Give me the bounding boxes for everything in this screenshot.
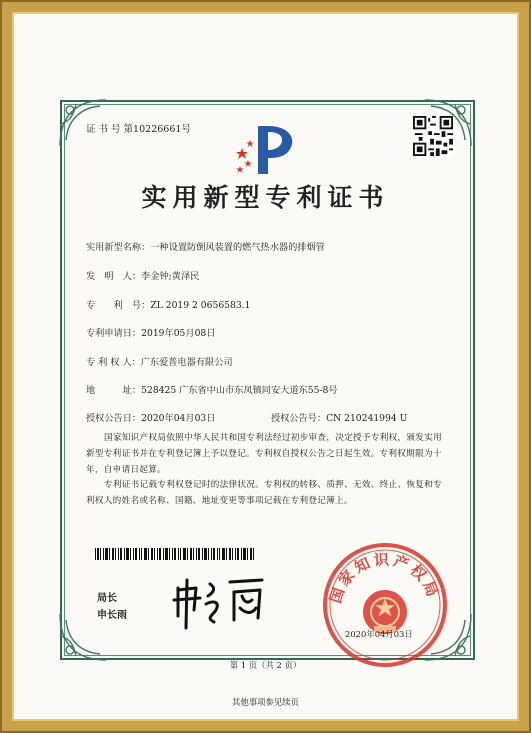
footer-note: 其他事项参见续页	[232, 697, 299, 707]
inventor-row	[86, 268, 199, 282]
director-name: 申长雨	[97, 610, 127, 621]
director-signature-icon	[170, 570, 270, 630]
grant-number-value: CN 210241994 U	[326, 413, 408, 424]
address-label: 地 址：	[86, 385, 142, 396]
page-number: 第 1 页（共 2 页）	[229, 660, 302, 670]
inventor-label: 发 明 人：	[86, 271, 142, 282]
utility-model-name-row	[86, 239, 325, 253]
legal-status-paragraph: 专利证书记载专利权登记时的法律状况。专利权的转移、质押、无效、终止、恢复和专利权人的姓名或名称、国籍、地址变更等事项记载在专利登记簿上。	[86, 480, 442, 506]
certificate-title: 实用新型专利证书	[141, 183, 390, 212]
certificate-number: 证 书 号 第10226661号	[86, 124, 191, 135]
patent-number-row	[86, 297, 250, 311]
grant-date-row	[86, 410, 215, 424]
address-row	[86, 382, 338, 396]
grant-statement-paragraph: 国家知识产权局依照中华人民共和国专利法经过初步审查，决定授予专利权，颁发实用新型专利证书并在专利登记簿上予以登记。专利权自授权公告之日起生效。专利权期限为十年，自申请日起算。	[86, 433, 442, 475]
cnipa-logo-icon	[228, 118, 304, 180]
inventor-value: 李金钟;黄泽民	[141, 271, 200, 282]
official-seal-icon	[318, 538, 452, 672]
name-label: 实用新型名称：	[86, 242, 151, 253]
patentee-label: 专 利 权 人：	[86, 357, 141, 368]
seal-date: 2020年04月03日	[345, 629, 413, 639]
barcode-icon	[95, 548, 255, 560]
patentee-row	[86, 354, 233, 368]
director-title: 局长	[97, 593, 117, 604]
grant-number-label: 授权公告号：	[271, 413, 327, 424]
patentee-value: 广东爱普电器有限公司	[140, 357, 233, 368]
filing-date-value: 2019年05月08日	[141, 328, 216, 339]
filing-date-row	[86, 325, 215, 339]
qr-code-icon	[413, 116, 453, 156]
name-value: 一种设置防倒风装置的燃气热水器的排烟管	[150, 242, 325, 253]
grant-date-label: 授权公告日：	[86, 413, 142, 424]
filing-date-label: 专利申请日：	[86, 328, 142, 339]
svg-text:国家知识产权局: 国家知识产权局	[326, 550, 443, 606]
grant-date-value: 2020年04月03日	[141, 413, 216, 424]
grant-number-row	[271, 410, 407, 424]
patent-number-label: 专 利 号：	[86, 300, 151, 311]
address-value: 528425 广东省中山市东凤镇同安大道东55-8号	[141, 385, 338, 396]
patent-number-value: ZL 2019 2 0656583.1	[150, 300, 251, 311]
